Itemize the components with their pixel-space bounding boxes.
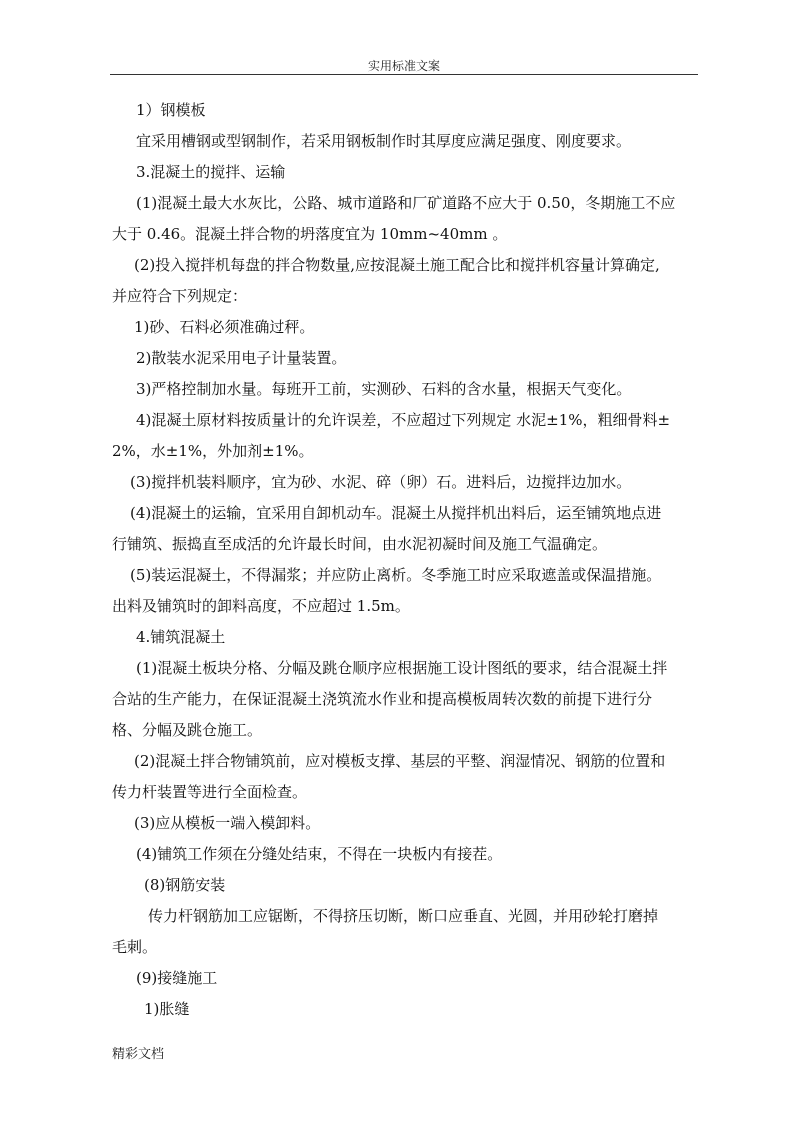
paragraph: 传力杆装置等进行全面检查。 [112, 783, 308, 801]
page-header: 实用标准文案 [367, 59, 440, 73]
header-divider [110, 74, 698, 75]
section-heading-joint-construction: (9)接缝施工 [136, 969, 218, 987]
list-item: 1)砂、石料必须准确过秤。 [134, 318, 315, 336]
paragraph: 合站的生产能力，在保证混凝土浇筑流水作业和提高模板周转次数的前提下进行分 [112, 690, 653, 708]
paragraph: (1)混凝土板块分格、分幅及跳仓顺序应根据施工设计图纸的要求，结合混凝土拌 [136, 659, 668, 677]
paragraph: 行铺筑、振捣直至成活的允许最长时间，由水泥初凝时间及施工气温确定。 [112, 535, 608, 553]
list-item: 4)混凝土原材料按质量计的允许误差，不应超过下列规定 水泥±1%，粗细骨料± [136, 411, 671, 429]
paragraph: 宜采用槽钢或型钢制作，若采用钢板制作时其厚度应满足强度、刚度要求。 [136, 132, 632, 150]
section-heading-mixing-transport: 3.混凝土的搅拌、运输 [136, 163, 286, 181]
list-item: 1)胀缝 [144, 1000, 190, 1018]
paragraph: (3)应从模板一端入模卸料。 [134, 814, 321, 832]
paragraph: 出料及铺筑时的卸料高度，不应超过 1.5m。 [112, 597, 410, 615]
section-heading-rebar-install: (8)钢筋安装 [144, 876, 226, 894]
paragraph: (1)混凝土最大水灰比，公路、城市道路和厂矿道路不应大于 0.50，冬期施工不应 [136, 194, 676, 212]
section-heading-steel-formwork: 1）钢模板 [136, 101, 206, 119]
paragraph: 并应符合下列规定： [112, 287, 248, 305]
list-item: 3)严格控制加水量。每班开工前，实测砂、石料的含水量，根据天气变化。 [136, 380, 632, 398]
paragraph: (3)搅拌机装料顺序，宜为砂、水泥、碎（卵）石。进料后，边搅拌边加水。 [130, 473, 632, 491]
paragraph: (5)装运混凝土，不得漏浆；并应防止离析。冬季施工时应采取遮盖或保温措施。 [130, 566, 662, 584]
paragraph: 传力杆钢筋加工应锯断，不得挤压切断，断口应垂直、光圆，并用砂轮打磨掉 [148, 907, 659, 925]
section-heading-placing-concrete: 4.铺筑混凝土 [136, 628, 226, 646]
paragraph: 2%，水±1%，外加剂±1%。 [112, 442, 314, 460]
paragraph: 大于 0.46。混凝土拌合物的坍落度宜为 10mm~40mm 。 [112, 225, 508, 243]
paragraph: 格、分幅及跳仓施工。 [112, 721, 263, 739]
list-item: 2)散装水泥采用电子计量装置。 [136, 349, 347, 367]
paragraph: (2)投入搅拌机每盘的拌合物数量,应按混凝土施工配合比和搅拌机容量计算确定, [134, 256, 660, 274]
paragraph: (4)铺筑工作须在分缝处结束，不得在一块板内有接茬。 [136, 845, 503, 863]
document-body [112, 95, 700, 1025]
paragraph: (4)混凝土的运输，宜采用自卸机动车。混凝土从搅拌机出料后，运至铺筑地点进 [130, 504, 662, 522]
paragraph: (2)混凝土拌合物铺筑前，应对模板支撑、基层的平整、润湿情况、钢筋的位置和 [134, 752, 666, 770]
page-footer: 精彩文档 [112, 1047, 165, 1062]
paragraph: 毛刺。 [112, 938, 158, 956]
